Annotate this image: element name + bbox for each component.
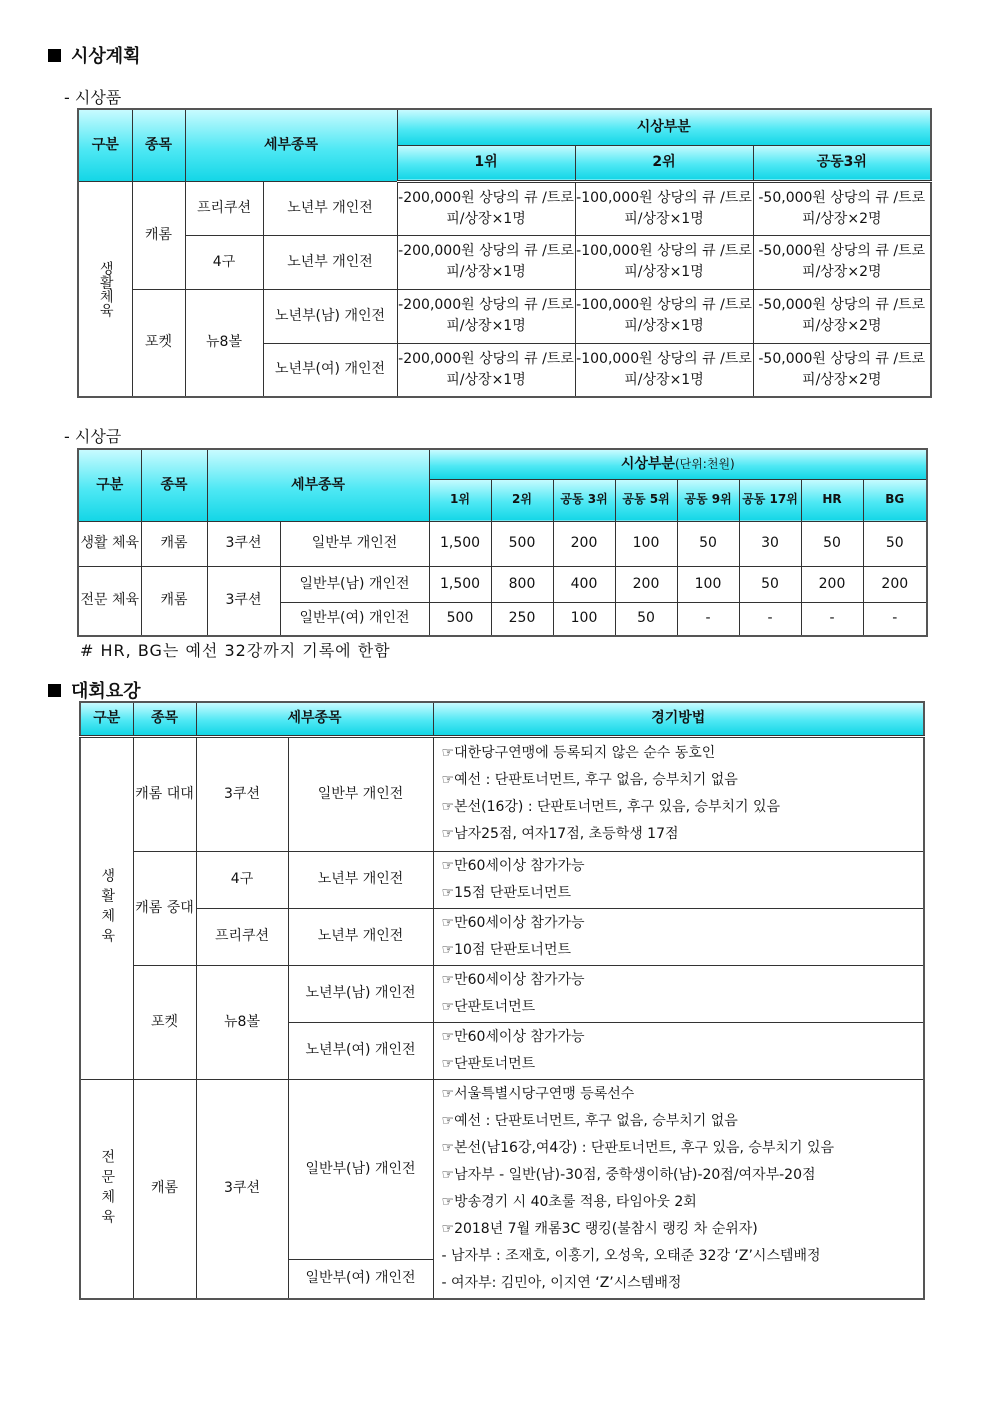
- header-sub: 세부종목: [185, 109, 397, 181]
- cushion-cell: 프리쿠션: [196, 908, 288, 965]
- cat-cell: 전문 체육: [78, 566, 141, 636]
- col-9th: 공동 9위: [677, 479, 739, 521]
- col-3rd: 공동 3위: [553, 479, 615, 521]
- method-cell: ☞만60세이상 참가가능 ☞15점 단판토너먼트: [433, 851, 924, 908]
- value-cell: 50: [863, 521, 927, 566]
- sub-senior-female: 노년부(여) 개인전: [263, 343, 397, 397]
- event-cell: 캐롬: [133, 1079, 196, 1299]
- cushion-cell: 3쿠션: [207, 566, 280, 636]
- prize-1: -200,000원 상당의 큐 /트로피/상장×1명: [397, 181, 575, 235]
- event-cell: 캐롬 중대: [133, 851, 196, 965]
- sub-new8ball: 뉴8볼: [185, 289, 263, 397]
- cushion-cell: 뉴8볼: [196, 965, 288, 1079]
- header-div: 구분: [78, 449, 141, 521]
- col-17th: 공동 17위: [739, 479, 801, 521]
- value-cell: 100: [615, 521, 677, 566]
- cushion-cell: 4구: [196, 851, 288, 908]
- prize-3: -50,000원 상당의 큐 /트로피/상장×2명: [753, 343, 931, 397]
- event-cell: 포켓: [133, 965, 196, 1079]
- header-event: 종목: [133, 702, 196, 736]
- square-bullet-icon: [48, 684, 61, 697]
- method-cell: ☞만60세이상 참가가능 ☞단판토너먼트: [433, 965, 924, 1022]
- prize-2: -100,000원 상당의 큐 /트로피/상장×1명: [575, 289, 753, 343]
- header-event: 종목: [132, 109, 185, 181]
- header-div: 구분: [80, 702, 133, 736]
- subsection-prize-money: - 시상금: [64, 427, 122, 446]
- value-cell: 500: [429, 602, 491, 636]
- square-bullet-icon: [48, 49, 61, 62]
- event-cell: 캐롬: [141, 521, 207, 566]
- header-sub: 세부종목: [207, 449, 429, 521]
- prize-2: -100,000원 상당의 큐 /트로피/상장×1명: [575, 235, 753, 289]
- value-cell: -: [801, 602, 863, 636]
- value-cell: 30: [739, 521, 801, 566]
- col-bg: BG: [863, 479, 927, 521]
- header-div: 구분: [78, 109, 132, 181]
- value-cell: 100: [553, 602, 615, 636]
- cat-cell: 생활체육: [80, 736, 133, 1079]
- sub-cell: 일반부 개인전: [280, 521, 429, 566]
- prize-goods-table: [77, 108, 932, 398]
- outline-table: [79, 701, 925, 1300]
- col-1st: 1위: [429, 479, 491, 521]
- prize-2: -100,000원 상당의 큐 /트로피/상장×1명: [575, 343, 753, 397]
- subsection-award-items: - 시상품: [64, 88, 122, 107]
- value-cell: -: [677, 602, 739, 636]
- event-pocket: 포켓: [132, 289, 185, 397]
- value-cell: 200: [863, 566, 927, 602]
- value-cell: 1,500: [429, 521, 491, 566]
- sub-cell: 노년부(여) 개인전: [288, 1022, 433, 1079]
- sub-cell: 일반부(여) 개인전: [280, 602, 429, 636]
- sub-cell: 일반부(남) 개인전: [288, 1079, 433, 1259]
- method-cell: ☞서울특별시당구연맹 등록선수 ☞예선 : 단판토너먼트, 후구 없음, 승부치기 없음 ☞본선(남16강,여4강) : 단판토너먼트, 후구 있음, 승부치기 있음 ☞남자부 - 일반(남)-30점, 중학생이하(남)-20점/여자부-20점 ☞방송경기 시 40초룰 적용, 타임아웃 2회 ☞2018년 7월 캐롬3C 랭킹(불참시 랭킹 차 순위자) - 남자부 : 조재호, 이홍기, 오성욱, 오태준 32강 ‘Z’시스템배정 - 여자부: 김민아, 이지연 ‘Z’시스템배정: [433, 1079, 924, 1299]
- method-cell: ☞만60세이상 참가가능 ☞단판토너먼트: [433, 1022, 924, 1079]
- sub-cell: 노년부 개인전: [288, 908, 433, 965]
- value-cell: 50: [739, 566, 801, 602]
- cushion-cell: 3쿠션: [196, 736, 288, 851]
- header-first: 1위: [397, 145, 575, 181]
- section-title-award-plan: 시상계획: [48, 42, 141, 68]
- method-cell: ☞대한당구연맹에 등록되지 않은 순수 동호인 ☞예선 : 단판토너먼트, 후구 없음, 승부치기 없음 ☞본선(16강) : 단판토너먼트, 후구 있음, 승부치기 있음 ☞남자25점, 여자17점, 초등학생 17점: [433, 736, 924, 851]
- sub-free-cushion: 프리쿠션: [185, 181, 263, 235]
- header-award: 시상부분(단위:천원): [429, 449, 927, 479]
- header-award: 시상부분: [397, 109, 931, 145]
- sub-cell: 일반부(남) 개인전: [280, 566, 429, 602]
- prize-3: -50,000원 상당의 큐 /트로피/상장×2명: [753, 235, 931, 289]
- value-cell: 100: [677, 566, 739, 602]
- cushion-cell: 3쿠션: [207, 521, 280, 566]
- event-cell: 캐롬 대대: [133, 736, 196, 851]
- sub-senior-male: 노년부(남) 개인전: [263, 289, 397, 343]
- col-2nd: 2위: [491, 479, 553, 521]
- value-cell: 400: [553, 566, 615, 602]
- value-cell: -: [863, 602, 927, 636]
- header-third: 공동3위: [753, 145, 931, 181]
- value-cell: 200: [615, 566, 677, 602]
- sub-cell: 일반부(여) 개인전: [288, 1259, 433, 1299]
- method-cell: ☞만60세이상 참가가능 ☞10점 단판토너먼트: [433, 908, 924, 965]
- header-method: 경기방법: [433, 702, 924, 736]
- header-event: 종목: [141, 449, 207, 521]
- category-cell: 생활체육: [78, 181, 132, 397]
- value-cell: 250: [491, 602, 553, 636]
- sub-senior: 노년부 개인전: [263, 235, 397, 289]
- unit-label: (단위:천원): [674, 456, 735, 471]
- prize-2: -100,000원 상당의 큐 /트로피/상장×1명: [575, 181, 753, 235]
- sub-four-ball: 4구: [185, 235, 263, 289]
- value-cell: 50: [615, 602, 677, 636]
- cushion-cell: 3쿠션: [196, 1079, 288, 1299]
- value-cell: 50: [677, 521, 739, 566]
- value-cell: 1,500: [429, 566, 491, 602]
- sub-cell: 노년부(남) 개인전: [288, 965, 433, 1022]
- cat-cell: 생활 체육: [78, 521, 141, 566]
- sub-cell: 노년부 개인전: [288, 851, 433, 908]
- prize-1: -200,000원 상당의 큐 /트로피/상장×1명: [397, 343, 575, 397]
- sub-senior: 노년부 개인전: [263, 181, 397, 235]
- value-cell: 200: [801, 566, 863, 602]
- col-hr: HR: [801, 479, 863, 521]
- event-cell: 캐롬: [141, 566, 207, 636]
- col-5th: 공동 5위: [615, 479, 677, 521]
- prize-3: -50,000원 상당의 큐 /트로피/상장×2명: [753, 289, 931, 343]
- cat-cell: 전문체육: [80, 1079, 133, 1299]
- value-cell: 50: [801, 521, 863, 566]
- prize-1: -200,000원 상당의 큐 /트로피/상장×1명: [397, 289, 575, 343]
- header-second: 2위: [575, 145, 753, 181]
- prize-money-table: [77, 448, 928, 637]
- section-title-outline: 대회요강: [48, 677, 141, 703]
- header-sub: 세부종목: [196, 702, 433, 736]
- value-cell: 200: [553, 521, 615, 566]
- prize-3: -50,000원 상당의 큐 /트로피/상장×2명: [753, 181, 931, 235]
- value-cell: -: [739, 602, 801, 636]
- event-carom: 캐롬: [132, 181, 185, 289]
- prize-note: # HR, BG는 예선 32강까지 기록에 한함: [80, 641, 391, 660]
- sub-cell: 일반부 개인전: [288, 736, 433, 851]
- value-cell: 500: [491, 521, 553, 566]
- value-cell: 800: [491, 566, 553, 602]
- prize-1: -200,000원 상당의 큐 /트로피/상장×1명: [397, 235, 575, 289]
